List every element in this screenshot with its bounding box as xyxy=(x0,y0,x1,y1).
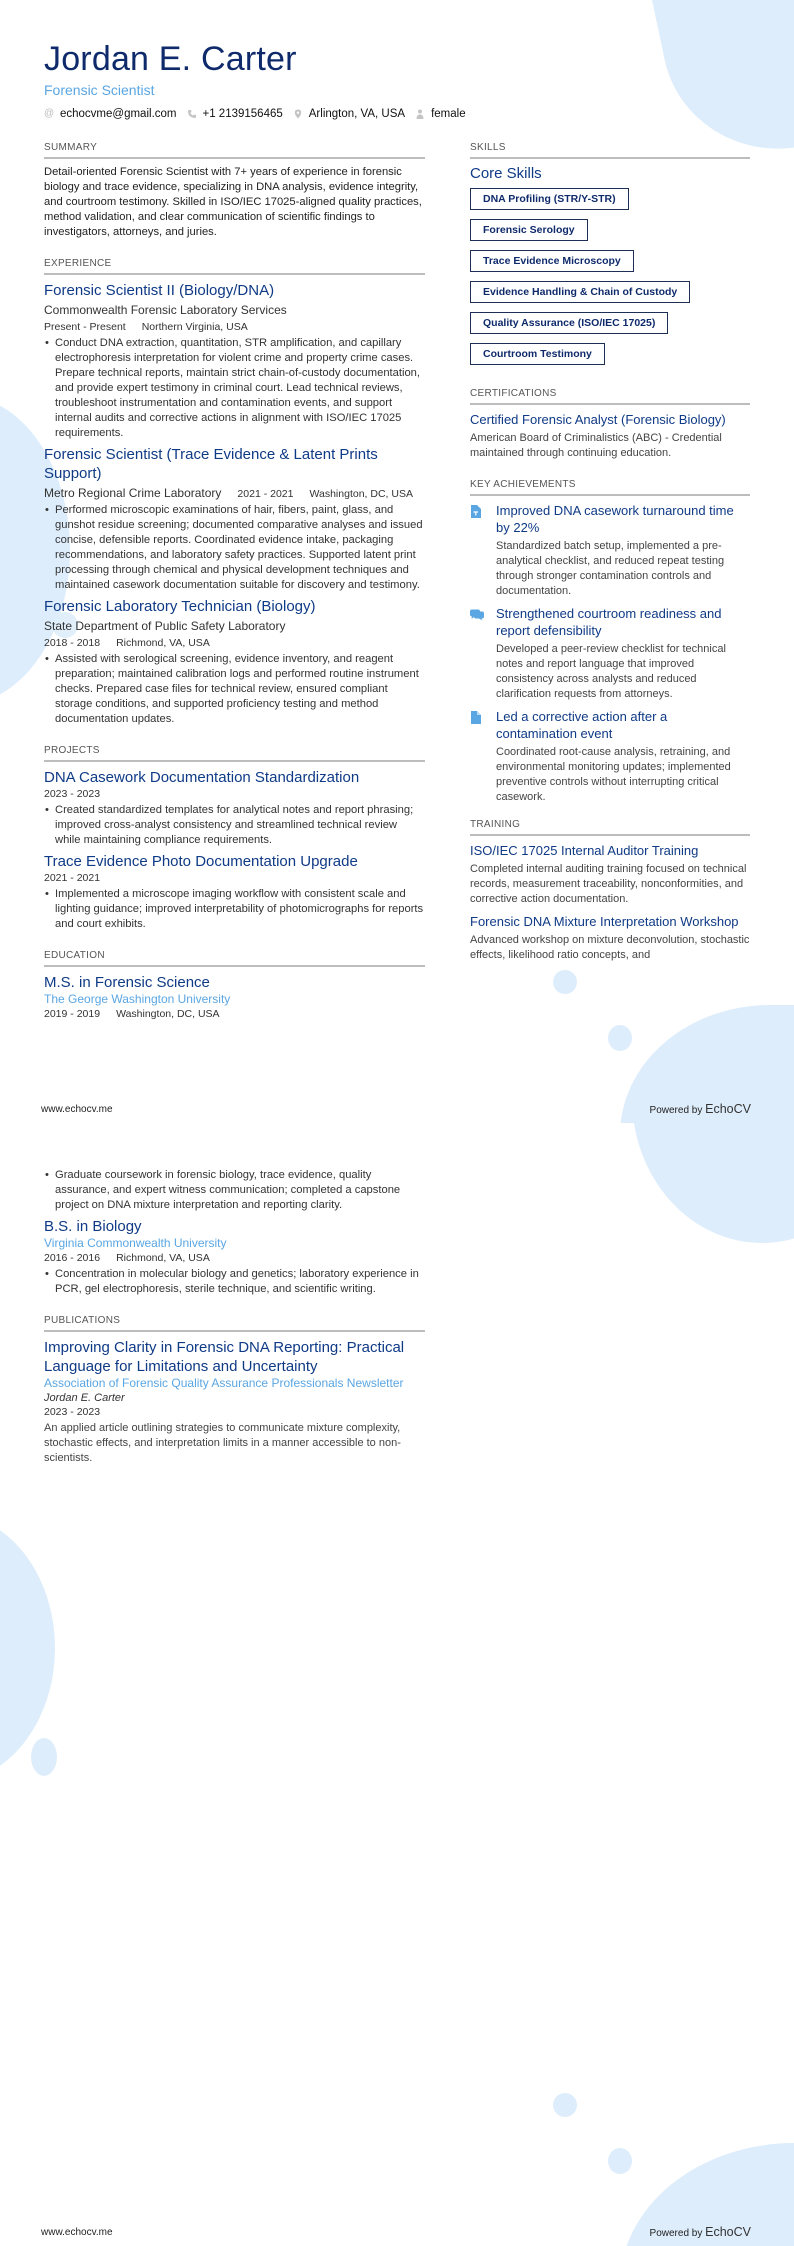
job-title: Forensic Scientist (Trace Evidence & Latent Prints Support) xyxy=(44,446,378,482)
certifications-section xyxy=(470,388,750,461)
job-bullet: • Conduct DNA extraction, quantitation, STR amplification, and capillary electrophoresis interpretation for violent crime and property crime cases. Prepare technical reports, maintain strict chain-of-custody documentation, and provide expert testimony in criminal court. Lead technical reviews, troubleshoot instrumentation and contamination events, and support internal audits and corrective actions in alignment with ISO/IEC 17025 requirements. xyxy=(44,336,425,441)
achievement-description: Standardized batch setup, implemented a pre-analytical checklist, and reduced repeat testing through stronger contamination controls and documentation. xyxy=(496,540,725,597)
project-item xyxy=(44,852,425,932)
education-location: Richmond, VA, USA xyxy=(116,1252,210,1264)
decorative-dot-2 xyxy=(608,2148,632,2174)
job-bullet: • Performed microscopic examinations of hair, fibers, paint, glass, and gunshot residue screening; documented comparative analyses and issued concise, defensible reports. Coordinated evidence intake, packaging recommendations, and laboratory safety practices. Supported latent print processing through chemical and physical development techniques and maintained casework documentation suitable for discovery and testimony. xyxy=(44,503,425,593)
footer-website-link[interactable]: www.echocv.me xyxy=(41,2227,113,2238)
experience-item xyxy=(44,281,425,441)
chat-bubbles-icon xyxy=(470,608,482,702)
contact-email[interactable] xyxy=(44,108,177,120)
achievement-item xyxy=(470,605,750,702)
achievement-description: Coordinated root-cause analysis, retraining, and environmental monitoring updates; implemented preventive controls without interrupting critical casework. xyxy=(496,746,731,803)
section-title-summary: SUMMARY xyxy=(44,142,425,159)
publication-dates: 2023 - 2023 xyxy=(44,1406,101,1418)
phone-text: +1 2139156465 xyxy=(202,108,283,120)
contact-row xyxy=(44,108,466,120)
section-title-education: EDUCATION xyxy=(44,950,425,967)
decorative-dot-left xyxy=(31,1738,57,1776)
degree-title: M.S. in Forensic Science xyxy=(44,974,210,991)
job-location: Washington, DC, USA xyxy=(309,488,413,500)
powered-by-label: Powered by xyxy=(649,1105,703,1116)
summary-text: Detail-oriented Forensic Scientist with 7+ years of experience in forensic biology and trace evidence, specializing in DNA analysis, evidence integrity, and courtroom testimony. Skilled in ISO/IEC 17025-aligned quality practices, method validation, and clear communication of scientific findings to investigators, attorneys, and juries. xyxy=(44,166,422,238)
school-name: Virginia Commonwealth University xyxy=(44,1236,227,1250)
publications-section xyxy=(44,1315,425,1466)
footer-powered-by[interactable] xyxy=(650,2225,751,2239)
company-name: Metro Regional Crime Laboratory xyxy=(44,486,222,500)
section-title-achievements: KEY ACHIEVEMENTS xyxy=(470,479,750,496)
section-title-training: TRAINING xyxy=(470,819,750,836)
education-dates: 2019 - 2019 xyxy=(44,1008,101,1020)
decorative-dot-1 xyxy=(553,2093,577,2117)
left-column-continued xyxy=(44,1165,425,1466)
experience-item xyxy=(44,597,425,727)
skill-tags xyxy=(470,188,750,374)
achievement-item xyxy=(470,708,750,805)
job-title: Forensic Scientist II (Biology/DNA) xyxy=(44,282,275,299)
publication-author: Jordan E. Carter xyxy=(44,1392,125,1404)
job-location: Northern Virginia, USA xyxy=(141,321,248,333)
candidate-role: Forensic Scientist xyxy=(44,82,155,98)
contact-location xyxy=(293,108,405,120)
powered-by-label: Powered by xyxy=(649,2228,703,2239)
education-meta xyxy=(44,1252,425,1264)
achievement-description: Developed a peer-review checklist for technical notes and report language that improved consistency across analysts and reduced clarification requests from attorneys. xyxy=(496,643,726,700)
brand-name: EchoCV xyxy=(705,2225,751,2239)
certification-name: Certified Forensic Analyst (Forensic Biology) xyxy=(470,412,726,427)
education-section xyxy=(44,950,425,1020)
education-meta xyxy=(44,1008,425,1020)
section-title-projects: PROJECTS xyxy=(44,745,425,762)
training-item xyxy=(470,842,750,907)
publication-title: Improving Clarity in Forensic DNA Reporting: Practical Language for Limitations and Uncertainty xyxy=(44,1339,405,1375)
project-dates: 2021 - 2021 xyxy=(44,872,101,884)
section-title-experience: EXPERIENCE xyxy=(44,258,425,275)
project-title: Trace Evidence Photo Documentation Upgrade xyxy=(44,853,358,870)
skill-tag: Evidence Handling & Chain of Custody xyxy=(470,281,690,303)
experience-item xyxy=(44,445,425,593)
degree-title: B.S. in Biology xyxy=(44,1218,142,1235)
training-description: Completed internal auditing training focused on technical records, measurement traceability, nonconformities, and corrective action documentation. xyxy=(470,863,747,905)
achievements-section xyxy=(470,479,750,805)
skill-tag: Courtroom Testimony xyxy=(470,343,605,365)
experience-section xyxy=(44,258,425,727)
section-title-publications: PUBLICATIONS xyxy=(44,1315,425,1332)
resume-page-2 xyxy=(0,1123,794,2246)
education-dates: 2016 - 2016 xyxy=(44,1252,101,1264)
contact-phone[interactable] xyxy=(187,108,283,120)
gender-text: female xyxy=(431,108,466,120)
project-bullet: • Created standardized templates for analytical notes and report phrasing; improved cross-analyst consistency and streamlined technical review while maintaining compliance requirements. xyxy=(44,803,425,848)
job-dates: Present - Present xyxy=(44,321,126,333)
location-text: Arlington, VA, USA xyxy=(308,108,406,120)
projects-section xyxy=(44,745,425,932)
email-text: echocvme@gmail.com xyxy=(60,108,177,120)
skill-tag: Trace Evidence Microscopy xyxy=(470,250,634,272)
achievement-item xyxy=(470,502,750,599)
training-name: Forensic DNA Mixture Interpretation Workshop xyxy=(470,914,739,929)
education-location: Washington, DC, USA xyxy=(116,1008,220,1020)
job-title: Forensic Laboratory Technician (Biology) xyxy=(44,598,316,615)
footer-website-link[interactable]: www.echocv.me xyxy=(41,1104,113,1115)
decorative-dot-1 xyxy=(553,970,577,994)
company-name: Commonwealth Forensic Laboratory Services xyxy=(44,303,287,317)
publication-description: An applied article outlining strategies to communicate mixture complexity, stochastic effects, and interpretation limits in a manner accessible to non-scientists. xyxy=(44,1422,401,1464)
brand-name: EchoCV xyxy=(705,1102,751,1116)
job-dates: 2021 - 2021 xyxy=(237,488,294,500)
education-bullet: • Graduate coursework in forensic biology, trace evidence, quality assurance, and expert witness communication; completed a capstone project on DNA mixture interpretation and reporting clarity. xyxy=(44,1168,425,1213)
footer-powered-by[interactable] xyxy=(650,1102,751,1116)
project-dates: 2023 - 2023 xyxy=(44,788,101,800)
job-bullet: • Assisted with serological screening, evidence inventory, and reagent preparation; maintained calibration logs and performed routine instrument checks. Prepared case files for technical review, ensured compliant storage conditions, and supported proficiency testing and method documentation updates. xyxy=(44,652,425,727)
education-item xyxy=(44,973,425,1020)
achievement-title: Strengthened courtroom readiness and report defensibility xyxy=(496,606,722,638)
left-column xyxy=(44,142,425,1020)
project-bullet: • Implemented a microscope imaging workflow with consistent scale and lighting guidance; improved interpretability of photomicrographs for reports and court exhibits. xyxy=(44,887,425,932)
achievement-title: Improved DNA casework turnaround time by 22% xyxy=(496,503,734,535)
job-meta xyxy=(44,321,425,333)
education-item xyxy=(44,1217,425,1297)
publication-publisher: Association of Forensic Quality Assurance Professionals Newsletter xyxy=(44,1376,404,1390)
skill-tag: Quality Assurance (ISO/IEC 17025) xyxy=(470,312,668,334)
location-pin-icon xyxy=(293,109,303,119)
decorative-dot-2 xyxy=(608,1025,632,1051)
at-icon: @ xyxy=(44,108,55,119)
skills-section xyxy=(470,142,750,374)
phone-icon xyxy=(187,109,197,119)
job-location: Richmond, VA, USA xyxy=(116,637,210,649)
job-dates: 2018 - 2018 xyxy=(44,637,101,649)
company-name: State Department of Public Safety Laboratory xyxy=(44,619,286,633)
person-icon xyxy=(415,109,425,119)
decorative-blob-top-right xyxy=(632,1123,794,1243)
certification-description: American Board of Criminalistics (ABC) - Credential maintained through continuing education. xyxy=(470,432,722,459)
skills-group-title: Core Skills xyxy=(470,165,542,182)
education-bullet: • Concentration in molecular biology and genetics; laboratory experience in PCR, gel electrophoresis, sterile technique, and scientific writing. xyxy=(44,1267,425,1297)
right-column xyxy=(470,142,750,963)
project-title: DNA Casework Documentation Standardization xyxy=(44,769,360,786)
section-title-certifications: CERTIFICATIONS xyxy=(470,388,750,405)
candidate-name: Jordan E. Carter xyxy=(44,40,297,78)
section-title-skills: SKILLS xyxy=(470,142,750,159)
file-icon xyxy=(470,711,482,805)
skill-tag: DNA Profiling (STR/Y-STR) xyxy=(470,188,629,210)
project-item xyxy=(44,768,425,848)
document-chart-icon xyxy=(470,505,482,599)
achievement-title: Led a corrective action after a contamination event xyxy=(496,709,668,741)
training-item xyxy=(470,913,750,963)
training-section xyxy=(470,819,750,963)
skill-tag: Forensic Serology xyxy=(470,219,588,241)
contact-gender xyxy=(415,108,466,120)
training-description: Advanced workshop on mixture deconvolution, stochastic effects, likelihood ratio concepts, and xyxy=(470,934,750,961)
training-name: ISO/IEC 17025 Internal Auditor Training xyxy=(470,843,699,858)
job-meta xyxy=(44,637,425,649)
job-meta xyxy=(44,486,425,500)
school-name: The George Washington University xyxy=(44,992,231,1006)
summary-section xyxy=(44,142,425,240)
publication-item xyxy=(44,1338,425,1466)
